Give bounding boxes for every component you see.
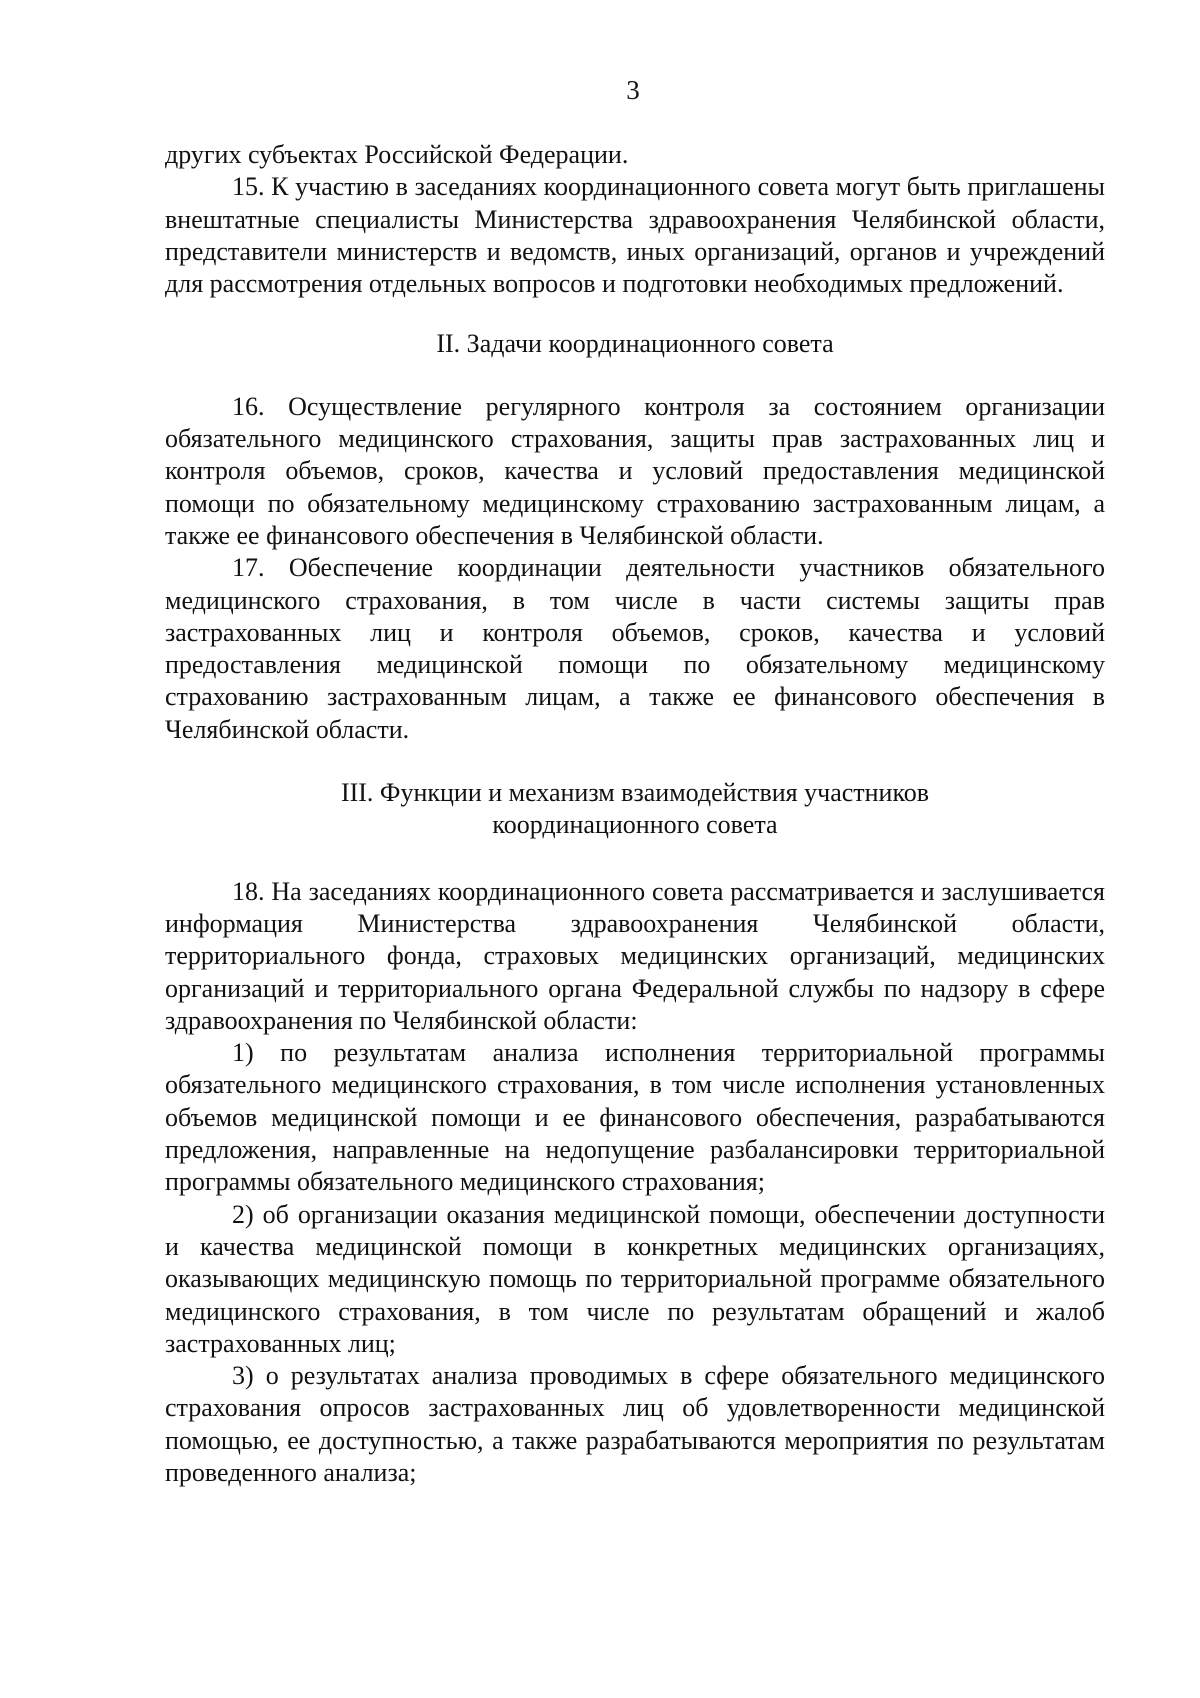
section-heading-2-text: II. Задачи координационного совета	[436, 329, 834, 359]
paragraph-continuation: других субъектах Российской Федерации.	[165, 140, 629, 169]
section-heading-3-line1: III. Функции и механизм взаимодействия участников	[340, 778, 930, 808]
paragraph-18-item-1: 1) по результатам анализа исполнения территориальной программы обязательного медицинского страхования, в том числе исполнения установленных объемов медицинской помощи и ее финансового обеспечения, разрабатываются предложения, направленные на недопущение разбалансировки территориальной программы обязательного медицинского страхования;	[165, 1038, 1105, 1197]
section-heading-3	[165, 777, 1105, 842]
paragraph-18: 18. На заседаниях координационного совета рассматривается и заслушивается информация Министерства здравоохранения Челябинской области, территориального фонда, страховых медицинских организаций, медицинских организаций и территориального органа Федеральной службы по надзору в сфере здравоохранения по Челябинской области:	[165, 876, 1105, 1035]
paragraph-17: 17. Обеспечение координации деятельности участников обязательного медицинского страхования, в том числе в части системы защиты прав застрахованных лиц и контроля объемов, сроков, качества и условий предоставления медицинской помощи по обязательному медицинскому страхованию застрахованным лицам, а также ее финансового обеспечения в Челябинской области.	[165, 553, 1105, 744]
section-heading-2	[165, 328, 1105, 360]
page-number: 3	[626, 75, 640, 105]
section-heading-3-line2: координационного совета	[492, 810, 778, 840]
paragraph-15: 15. К участию в заседаниях координационного совета могут быть приглашены внештатные специалисты Министерства здравоохранения Челябинской области, представители министерств и ведомств, иных организаций, органов и учреждений для рассмотрения отдельных вопросов и подготовки необходимых предложений.	[165, 172, 1105, 299]
paragraph-16: 16. Осуществление регулярного контроля за состоянием организации обязательного медицинского страхования, защиты прав застрахованных лиц и контроля объемов, сроков, качества и условий предоставления медицинской помощи по обязательному медицинскому страхованию застрахованным лицам, а также ее финансового обеспечения в Челябинской области.	[165, 391, 1105, 550]
paragraph-18-item-2: 2) об организации оказания медицинской помощи, обеспечении доступности и качества медицинской помощи в конкретных медицинских организациях, оказывающих медицинскую помощь по территориальной программе обязательного медицинского страхования, в том числе по результатам обращений и жалоб застрахованных лиц;	[165, 1199, 1105, 1358]
document-body	[165, 139, 1105, 1489]
paragraph-18-item-3: 3) о результатах анализа проводимых в сфере обязательного медицинского страхования опросов застрахованных лиц об удовлетворенности медицинской помощью, ее доступностью, а также разрабатываются мероприятия по результатам проведенного анализа;	[165, 1361, 1105, 1487]
